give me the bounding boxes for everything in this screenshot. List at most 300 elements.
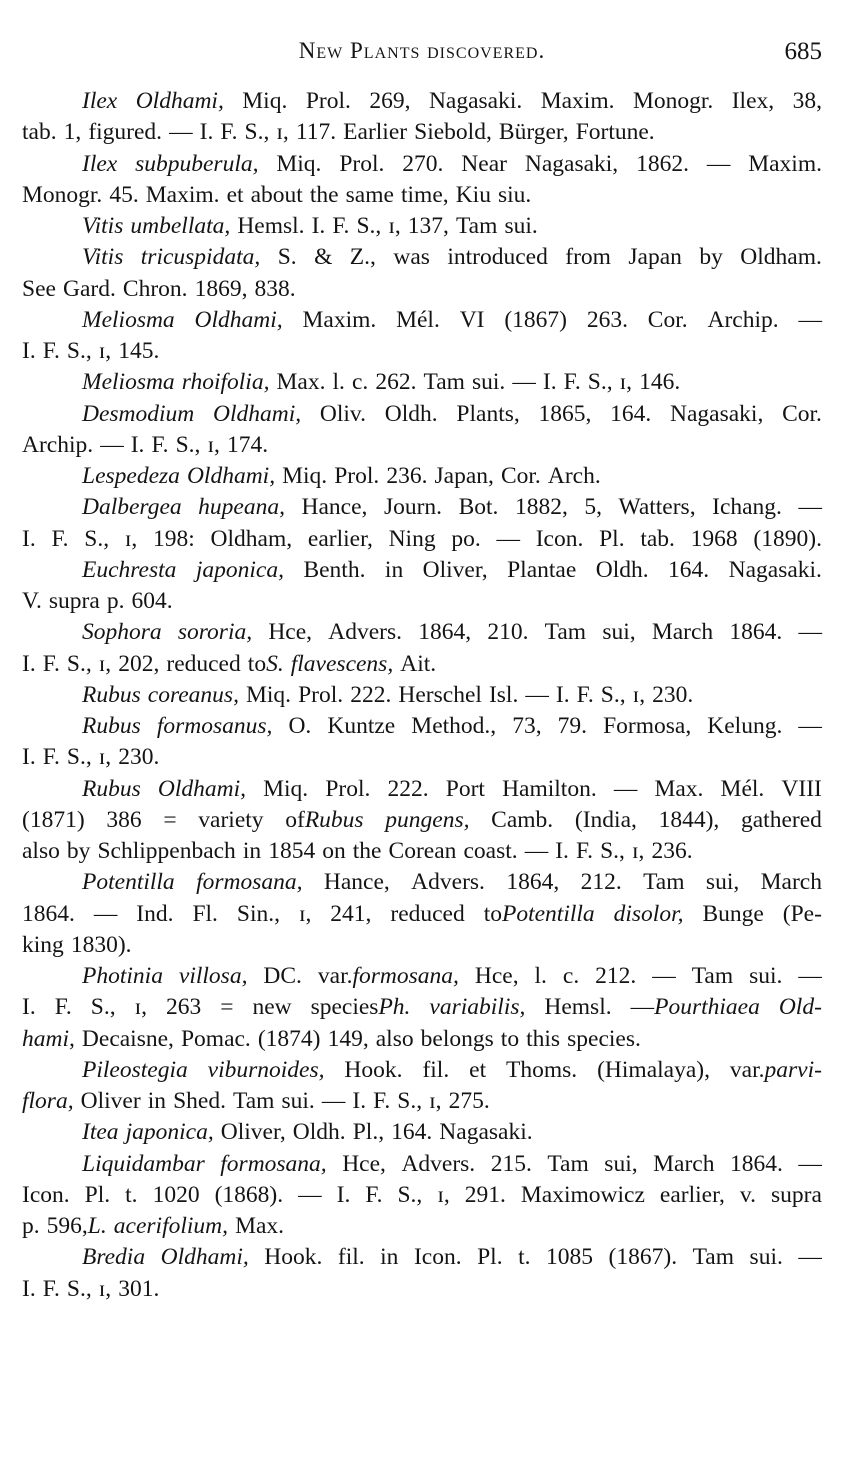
- word: 145.: [118, 338, 160, 364]
- word: —: [496, 525, 520, 552]
- word: t.: [518, 1244, 531, 1271]
- word: Pl.: [599, 525, 625, 552]
- word: F.: [220, 119, 238, 146]
- word: the: [309, 181, 339, 208]
- word: Rubus: [82, 713, 141, 739]
- word: Watters,: [618, 494, 696, 521]
- text-line: [22, 807, 822, 838]
- word: Pomac.: [180, 1025, 251, 1052]
- word: Potentilla: [82, 869, 175, 896]
- word: Icon.: [413, 1244, 462, 1271]
- word: (1867).: [608, 1244, 678, 1271]
- word: 212.: [595, 963, 637, 989]
- text-line: [22, 932, 822, 963]
- word: Vitis: [82, 244, 124, 271]
- word: supra: [48, 588, 100, 614]
- word: Nagasaki.: [728, 556, 822, 583]
- word: Vitis: [82, 213, 124, 239]
- word: Pileostegia: [82, 1056, 188, 1083]
- word: fil.: [422, 1056, 450, 1083]
- word: gathered: [741, 806, 822, 833]
- word: Kuntze: [327, 713, 396, 739]
- word: sui.: [749, 1244, 783, 1271]
- word: hupeana,: [198, 494, 285, 521]
- word: Maxim.: [302, 306, 377, 333]
- text-line: [22, 401, 822, 432]
- word: Oliv.: [319, 400, 367, 427]
- word: —: [706, 150, 731, 177]
- word: po.: [451, 525, 481, 552]
- word: earlier,: [659, 1181, 725, 1208]
- word: c.: [351, 369, 369, 396]
- word: (1868).: [214, 1181, 284, 1208]
- word: Meliosma: [82, 369, 175, 396]
- word: —: [525, 681, 549, 708]
- word: 241,: [330, 900, 372, 927]
- word: speciesPh.: [310, 994, 411, 1021]
- word: fil.: [337, 1244, 365, 1271]
- word: var.formosana,: [317, 963, 459, 989]
- word: Archip.: [22, 431, 94, 458]
- word: toPotentilla: [483, 900, 595, 927]
- word: Cor.: [782, 400, 822, 427]
- word: 263: [165, 994, 202, 1021]
- text-line: [22, 1151, 822, 1182]
- word: Kiu: [455, 181, 491, 208]
- word: variety: [198, 806, 264, 833]
- word: coreanus,: [147, 681, 239, 708]
- word: Max.: [235, 1213, 285, 1239]
- word: Hance,: [323, 869, 390, 896]
- word: Pl.,: [352, 1119, 385, 1146]
- word: c.: [562, 963, 580, 989]
- word: —: [524, 838, 549, 864]
- text-line: [22, 307, 822, 338]
- word: 236.: [386, 463, 428, 489]
- text-line: [22, 369, 822, 400]
- word: (India,: [574, 806, 637, 833]
- text-line: [22, 1276, 822, 1307]
- text-line: [22, 1213, 822, 1244]
- word: tab.: [640, 525, 675, 552]
- word: Old-: [778, 994, 822, 1021]
- word: 198:: [153, 525, 195, 552]
- text-line: [22, 88, 822, 119]
- word: rhoifolia,: [181, 369, 270, 396]
- word: Hook.: [264, 1244, 323, 1271]
- word: Near: [461, 150, 507, 177]
- word: 230.: [118, 744, 160, 771]
- word: ɪ,: [298, 900, 312, 927]
- word: to: [500, 1025, 520, 1052]
- word: by: [699, 244, 723, 271]
- word: toS.: [247, 650, 284, 677]
- word: 79.: [557, 713, 588, 739]
- word: Nagasaki,: [670, 400, 764, 427]
- word: —: [798, 1150, 822, 1177]
- word: Sin.,: [236, 900, 280, 927]
- text-line: [22, 994, 822, 1025]
- text-line: [22, 463, 822, 494]
- word: 117.: [295, 119, 337, 146]
- word: S.,: [600, 838, 625, 864]
- word: Prol.: [325, 775, 371, 802]
- page-header: [22, 38, 822, 72]
- word: Prol.: [298, 681, 344, 708]
- word: F.: [42, 650, 60, 677]
- word: Tam: [423, 369, 465, 396]
- word: ɪ,: [134, 994, 147, 1021]
- word: sororia,: [177, 619, 253, 646]
- word: Ait.: [400, 650, 437, 677]
- text-line: [22, 526, 822, 557]
- word: Oldhami,: [186, 463, 276, 489]
- word: 1,: [63, 119, 82, 146]
- word: Miq.: [276, 150, 322, 177]
- word: Maxim.: [748, 150, 822, 177]
- word: F.: [42, 744, 60, 771]
- word: Archip.: [707, 306, 779, 333]
- word: —Pourthiaea: [630, 994, 760, 1021]
- text-line: [22, 869, 822, 900]
- text-line: [22, 213, 822, 244]
- word: coast.: [463, 838, 518, 864]
- word: Schlippenbach: [97, 838, 236, 864]
- word: sui.: [749, 963, 783, 989]
- word: Oldhami,: [194, 306, 283, 333]
- word: l.: [332, 369, 345, 396]
- word: ɪ,: [207, 431, 220, 458]
- word: 5,: [584, 494, 602, 521]
- word: Euchresta: [82, 556, 177, 583]
- word: supra: [770, 1181, 822, 1208]
- word: species.: [567, 1025, 641, 1052]
- word: F.: [51, 525, 69, 552]
- word: p.: [22, 1213, 40, 1239]
- word: See: [22, 275, 56, 302]
- word: figured.: [88, 119, 163, 146]
- word: reduced: [390, 900, 465, 927]
- word: Gard.: [62, 275, 116, 302]
- word: Tam: [691, 963, 734, 989]
- word: in: [384, 556, 404, 583]
- word: 1882,: [514, 494, 568, 521]
- text-line: [22, 744, 822, 775]
- word: Mél.: [720, 775, 765, 802]
- word: 137,: [407, 213, 449, 239]
- word: F.: [151, 431, 169, 458]
- word: 222.: [350, 681, 392, 708]
- word: —: [798, 619, 822, 646]
- word: S.,: [90, 994, 116, 1021]
- word: 1968: [690, 525, 738, 552]
- word: —: [298, 1181, 322, 1208]
- word: I.: [22, 525, 36, 552]
- word: Advers.: [411, 869, 485, 896]
- word: flora,: [22, 1088, 74, 1114]
- word: Method.,: [411, 713, 497, 739]
- word: formosanus,: [156, 713, 273, 739]
- word: S.,: [84, 525, 110, 552]
- word: Tam: [692, 1244, 735, 1271]
- word: I.: [555, 838, 569, 864]
- word: pungens,: [385, 806, 470, 833]
- word: et: [469, 1056, 487, 1083]
- word: Oldhami,: [135, 88, 224, 114]
- word: 210.: [487, 619, 529, 646]
- word: Itea: [82, 1119, 119, 1146]
- word: Plants,: [456, 400, 520, 427]
- word: from: [565, 244, 611, 271]
- word: t.: [125, 1181, 138, 1208]
- word: 212.: [580, 869, 622, 896]
- word: —: [93, 900, 118, 927]
- body-text: [22, 88, 822, 1307]
- word: about: [250, 181, 303, 208]
- word: Journ.: [383, 494, 443, 521]
- word: disolor,: [613, 900, 684, 927]
- word: japonica,: [195, 556, 284, 583]
- word: Advers.: [401, 1150, 476, 1177]
- word: ɪ,: [437, 1181, 450, 1208]
- word: Maximowicz: [520, 1181, 645, 1208]
- word: F.: [54, 994, 72, 1021]
- word: S.,: [175, 431, 201, 458]
- word: —: [169, 119, 193, 146]
- word: villosa,: [178, 963, 248, 989]
- word: v.: [739, 1181, 756, 1208]
- word: Corean: [388, 838, 457, 864]
- word: Miq.: [242, 88, 288, 114]
- word: Miq.: [263, 775, 309, 802]
- page-number: 685: [784, 38, 822, 65]
- word: 291.: [464, 1181, 506, 1208]
- word: Nagasaki.: [439, 1119, 533, 1146]
- word: siu.: [497, 181, 532, 208]
- word: Miq.: [282, 463, 328, 489]
- text-line: [22, 1244, 822, 1275]
- word: 1085: [546, 1244, 594, 1271]
- word: 596,L.: [46, 1213, 107, 1239]
- word: =: [220, 994, 234, 1021]
- word: (Pe-: [782, 900, 822, 927]
- word: VI: [459, 306, 485, 333]
- word: —: [321, 1088, 346, 1114]
- word: I.: [199, 119, 214, 146]
- word: ofRubus: [285, 806, 364, 833]
- text-line: [22, 244, 822, 275]
- word: Formosa,: [603, 713, 692, 739]
- word: Hance,: [301, 494, 368, 521]
- word: 604.: [131, 588, 173, 614]
- word: var.parvi-: [729, 1056, 822, 1083]
- word: 215.: [490, 1150, 532, 1177]
- word: Oldham.: [740, 244, 822, 271]
- word: F.: [42, 1275, 60, 1302]
- word: ɪ,: [632, 681, 646, 708]
- word: Max.: [276, 369, 326, 396]
- word: Rubus: [82, 775, 141, 802]
- word: —: [798, 494, 822, 521]
- word: 275.: [448, 1088, 490, 1114]
- word: Pl.: [477, 1244, 503, 1271]
- word: S.,: [587, 369, 613, 396]
- word: et: [226, 181, 244, 208]
- word: viburnoides,: [207, 1056, 325, 1083]
- word: Tam: [544, 619, 587, 646]
- word: Kelung.: [707, 713, 783, 739]
- word: hami,: [22, 1025, 75, 1052]
- text-line: [22, 963, 822, 994]
- word: umbellata,: [130, 213, 231, 239]
- word: Maxim.: [540, 88, 615, 114]
- word: Desmodium: [82, 400, 195, 427]
- word: Rubus: [82, 681, 141, 708]
- word: S.: [277, 244, 297, 271]
- word: Decaisne,: [81, 1025, 174, 1052]
- text-line: [22, 713, 822, 744]
- word: V.: [22, 588, 42, 614]
- word: Hook.: [344, 1056, 403, 1083]
- text-line: [22, 588, 822, 619]
- word: Bunge: [702, 900, 764, 927]
- word: ɪ,: [619, 369, 633, 396]
- word: Tam: [455, 213, 498, 239]
- word: acerifolium,: [113, 1213, 229, 1239]
- word: Oldh.: [292, 1119, 346, 1146]
- word: by: [66, 838, 91, 864]
- word: Fortune.: [575, 119, 655, 146]
- word: sui,: [602, 619, 636, 646]
- word: ɪ,: [98, 744, 112, 771]
- word: S.,: [600, 681, 626, 708]
- text-line: [22, 119, 822, 150]
- word: Cor.: [500, 463, 541, 489]
- word: Nagasaki.: [428, 88, 523, 114]
- word: I.: [352, 1088, 367, 1114]
- word: Mél.: [396, 306, 440, 333]
- word: Cor.: [647, 306, 688, 333]
- word: same: [345, 181, 394, 208]
- word: 164.: [668, 556, 710, 583]
- word: 73,: [512, 713, 542, 739]
- word: S.,: [66, 338, 92, 364]
- word: Ilex: [82, 150, 118, 177]
- word: I.: [22, 338, 36, 364]
- word: introduced: [447, 244, 548, 271]
- word: 174.: [226, 431, 269, 458]
- word: I.: [555, 681, 570, 708]
- word: Meliosma: [82, 306, 175, 333]
- word: I.: [336, 1181, 351, 1208]
- word: =: [163, 806, 177, 833]
- word: king: [22, 931, 64, 958]
- word: —: [652, 963, 676, 989]
- word: (1874): [257, 1025, 321, 1052]
- word: Hce,: [474, 963, 519, 989]
- word: sui,: [604, 1150, 638, 1177]
- word: Hce,: [268, 619, 313, 646]
- word: 262.: [375, 369, 417, 396]
- word: formosana,: [196, 869, 303, 896]
- word: I.: [22, 650, 36, 677]
- word: F.: [365, 1181, 383, 1208]
- word: ɪ,: [276, 119, 289, 146]
- word: 222.: [387, 775, 429, 802]
- word: 1864.: [729, 619, 783, 646]
- word: Photinia: [82, 963, 163, 989]
- word: I.: [22, 1275, 36, 1302]
- word: Max.: [654, 775, 704, 802]
- word: on: [322, 838, 346, 864]
- word: Oliver,: [220, 1119, 286, 1146]
- word: (1867): [504, 306, 567, 333]
- word: Ichang.: [712, 494, 782, 521]
- text-line: [22, 1182, 822, 1213]
- word: Bredia: [82, 1244, 146, 1271]
- word: Thoms.: [506, 1056, 578, 1083]
- word: Tam: [232, 1088, 275, 1114]
- text-line: [22, 432, 822, 463]
- word: Oldhami,: [213, 400, 302, 427]
- text-line: [22, 651, 822, 682]
- word: ɪ,: [429, 1088, 442, 1114]
- word: —: [512, 369, 536, 396]
- word: Lespedeza: [82, 463, 180, 489]
- word: Japan,: [434, 463, 494, 489]
- word: Shed.: [173, 1088, 226, 1114]
- word: Oliver,: [422, 556, 488, 583]
- word: 1864.: [729, 1150, 783, 1177]
- word: Tam: [643, 869, 685, 896]
- word: S.,: [66, 744, 92, 771]
- word: F.: [332, 213, 350, 239]
- text-line: [22, 619, 822, 650]
- word: F.: [373, 1088, 391, 1114]
- word: sui.: [281, 1088, 315, 1114]
- word: earlier,: [307, 525, 373, 552]
- word: Chron.: [122, 275, 188, 302]
- word: Port: [445, 775, 485, 802]
- word: —: [798, 306, 822, 333]
- text-line: [22, 1088, 822, 1119]
- word: —: [798, 1244, 822, 1271]
- word: time,: [400, 181, 449, 208]
- word: also: [22, 838, 60, 864]
- word: also: [375, 1025, 414, 1052]
- word: in: [147, 1088, 167, 1114]
- word: ɪ,: [388, 213, 401, 239]
- text-line: [22, 776, 822, 807]
- word: F.: [42, 338, 60, 364]
- word: &: [314, 244, 333, 271]
- text-line: [22, 151, 822, 182]
- word: ɪ,: [98, 1275, 112, 1302]
- word: F.: [576, 681, 594, 708]
- word: p.: [106, 588, 125, 614]
- word: variabilis,: [429, 994, 526, 1021]
- word: Dalbergea: [82, 494, 182, 521]
- text-line: [22, 1119, 822, 1150]
- word: Hce,: [342, 1150, 386, 1177]
- text-line: [22, 1026, 822, 1057]
- word: Z.,: [349, 244, 376, 271]
- word: ɪ,: [98, 650, 112, 677]
- word: 149,: [327, 1025, 369, 1052]
- word: japonica,: [125, 1119, 214, 1146]
- word: sui.: [504, 213, 538, 239]
- word: Japan: [628, 244, 682, 271]
